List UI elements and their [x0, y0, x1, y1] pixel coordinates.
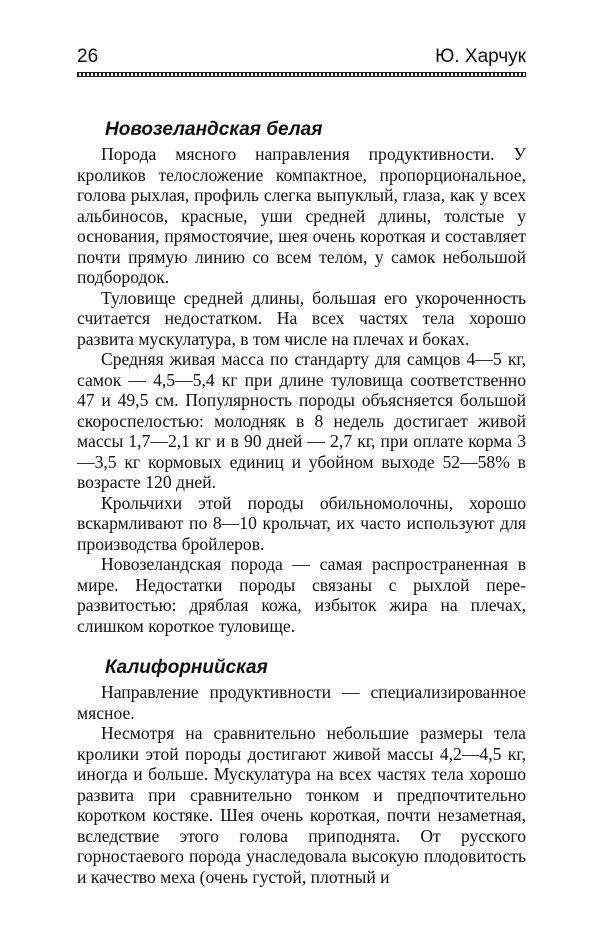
paragraph: Несмотря на сравнительно небольшие размеры тела кролики этой породы достигают живой массы 4,2—4,5 кг, иногда и больше. Мускулатура на всех частях тела хорошо развита при сравнительно тонком и предпочтительно коротком костяке. Шея очень короткая, почти незаметная, вследствие этого голова приподнята. От русского горностаевого порода унаследовала высокую плодовитость и качество меха (очень густой, плотный и	[77, 723, 526, 887]
paragraph: Направление продуктивности — специализированное мясное.	[77, 682, 526, 723]
running-head-author: Ю. Харчук	[435, 46, 526, 67]
section-heading-new-zealand-white: Новозеландская белая	[105, 119, 323, 140]
page-number: 26	[77, 46, 99, 67]
running-header	[77, 46, 526, 72]
section-heading-californian: Калифорнийская	[105, 657, 268, 678]
paragraph: Крольчихи этой породы обильномолочны, хорошо вскармливают по 8—10 крольчат, их часто используют для производства бройлеров.	[77, 492, 526, 554]
paragraph: Средняя живая масса по стандарту для самцов 4—5 кг, самок — 4,5—5,4 кг при длине туловища соответственно 47 и 49,5 см. Популярность породы объясняется большой скороспелостью: молодняк в 8 недель достигает живой массы 1,7—2,1 кг и в 90 дней — 2,7 кг, при оплате корма 3—3,5 кг кормовых единиц и убойном выходе 52—58% в возрасте 120 дней.	[77, 349, 526, 492]
paragraph: Новозеландская порода — самая распространенная в мире. Недостатки породы связаны с рыхлой переразвитостью: дряблая кожа, избыток жира на плечах, слишком короткое туловище.	[77, 554, 526, 636]
paragraph: Порода мясного направления продуктивности. У кроликов телосложение компактное, пропорциональное, голова рыхлая, профиль слегка выпуклый, глаза, как у всех альбиносов, красные, уши средней длины, толстые у основания, прямостоячие, шея очень короткая и составляет почти прямую линию со всем телом, у самок небольшой подбородок.	[77, 144, 526, 287]
page-body	[77, 118, 526, 887]
paragraph: Туловище средней длины, большая его укороченность считается недостатком. На всех частях тела хорошо развита мускулатура, в том числе на плечах и боках.	[77, 287, 526, 349]
header-ornament-rule	[77, 72, 526, 77]
